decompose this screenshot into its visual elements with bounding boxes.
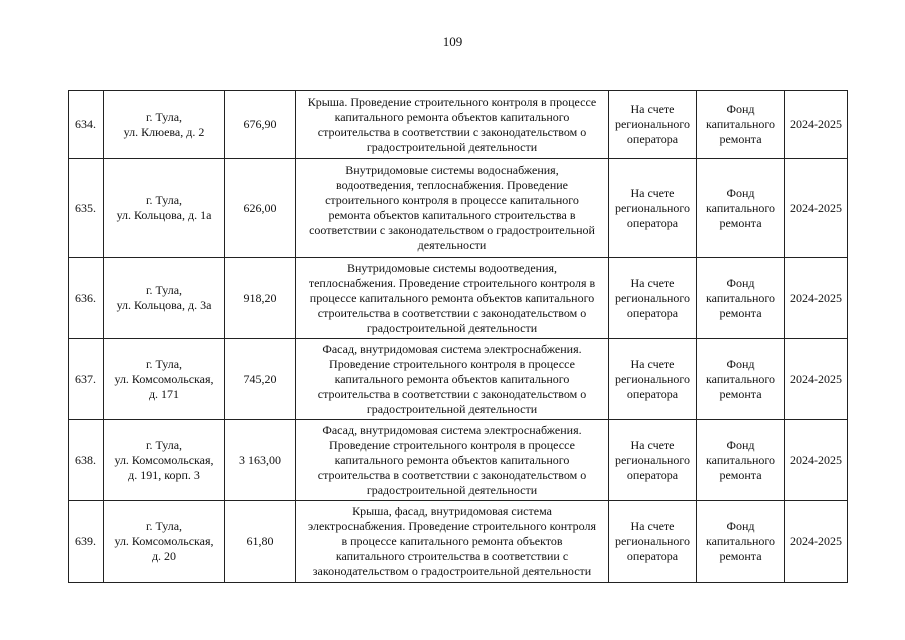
funding-source-cell: Фонд капитального ремонта [697,501,785,583]
financing-cell: На счете регионального оператора [609,339,697,420]
work-description-cell: Внутридомовые системы водоснабжения, водоотведения, теплоснабжения. Проведение строительного контроля в процессе капитального ремонта объектов капитального строительства в соответствии с законодательством о градостроительной деятельности [296,159,609,258]
address-cell: г. Тула, ул. Кольцова, д. 1а [104,159,225,258]
row-number: 636. [69,258,104,339]
area-cell: 676,90 [225,91,296,159]
table-row [69,258,848,339]
financing-cell: На счете регионального оператора [609,91,697,159]
years-cell: 2024-2025 [785,258,848,339]
work-description-cell: Внутридомовые системы водоотведения, теплоснабжения. Проведение строительного контроля в процессе капитального ремонта объектов капитального строительства в соответствии с законодательством о градостроительной деятельности [296,258,609,339]
work-description-cell: Крыша, фасад, внутридомовая система электроснабжения. Проведение строительного контроля в процессе капитального ремонта объектов капитального строительства в соответствии с законодательством о градостроительной деятельности [296,501,609,583]
row-number: 639. [69,501,104,583]
financing-cell: На счете регионального оператора [609,258,697,339]
funding-source-cell: Фонд капитального ремонта [697,420,785,501]
address-cell: г. Тула, ул. Комсомольская, д. 191, корп. 3 [104,420,225,501]
financing-cell: На счете регионального оператора [609,501,697,583]
years-cell: 2024-2025 [785,91,848,159]
address-cell: г. Тула, ул. Клюева, д. 2 [104,91,225,159]
years-cell: 2024-2025 [785,420,848,501]
row-number: 637. [69,339,104,420]
financing-cell: На счете регионального оператора [609,420,697,501]
address-cell: г. Тула, ул. Комсомольская, д. 20 [104,501,225,583]
funding-source-cell: Фонд капитального ремонта [697,91,785,159]
work-description-cell: Фасад, внутридомовая система электроснабжения. Проведение строительного контроля в процессе капитального ремонта объектов капитального строительства в соответствии с законодательством о градостроительной деятельности [296,420,609,501]
area-cell: 745,20 [225,339,296,420]
area-cell: 61,80 [225,501,296,583]
area-cell: 3 163,00 [225,420,296,501]
funding-source-cell: Фонд капитального ремонта [697,339,785,420]
address-cell: г. Тула, ул. Комсомольская, д. 171 [104,339,225,420]
years-cell: 2024-2025 [785,501,848,583]
area-cell: 918,20 [225,258,296,339]
funding-source-cell: Фонд капитального ремонта [697,258,785,339]
row-number: 638. [69,420,104,501]
row-number: 634. [69,91,104,159]
table-row [69,339,848,420]
table-row [69,91,848,159]
financing-cell: На счете регионального оператора [609,159,697,258]
table-row [69,501,848,583]
table-row [69,420,848,501]
row-number: 635. [69,159,104,258]
address-cell: г. Тула, ул. Кольцова, д. 3а [104,258,225,339]
table-row [69,159,848,258]
page-number: 109 [442,34,463,49]
years-cell: 2024-2025 [785,339,848,420]
funding-source-cell: Фонд капитального ремонта [697,159,785,258]
work-description-cell: Крыша. Проведение строительного контроля в процессе капитального ремонта объектов капитального строительства в соответствии с законодательством о градостроительной деятельности [296,91,609,159]
work-description-cell: Фасад, внутридомовая система электроснабжения. Проведение строительного контроля в процессе капитального ремонта объектов капитального строительства в соответствии с законодательством о градостроительной деятельности [296,339,609,420]
works-table [68,90,848,583]
years-cell: 2024-2025 [785,159,848,258]
area-cell: 626,00 [225,159,296,258]
